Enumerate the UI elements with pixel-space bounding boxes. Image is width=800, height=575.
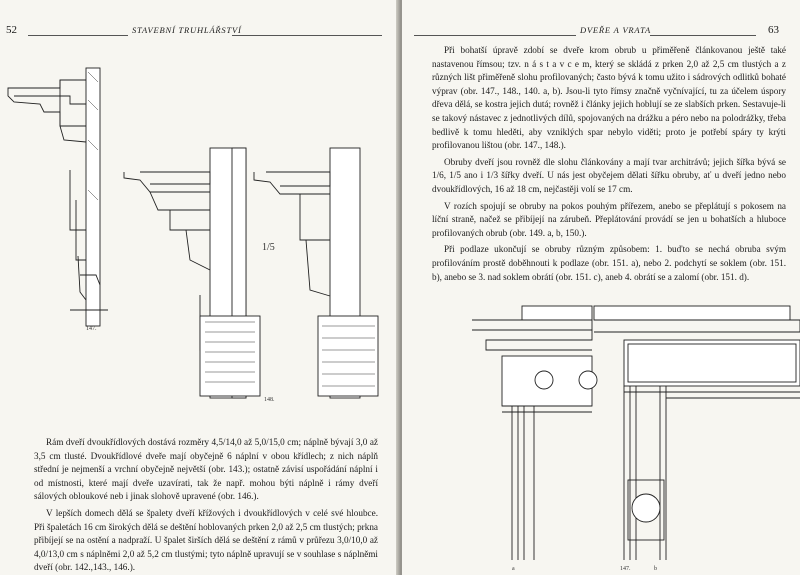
right-paragraph: Při podlaze ukončují se obruby různým způsobem: 1. buďto se nechá obruba svým profilováním prostě doběhnouti k podlaze (obr. 151. a), nebo 2. podchytí se soklem (obr. 151. b), anebo se 3. nad soklem obrátí (obr. 151. c), aneb 4. obrátí se a zalomí (obr. 151. d).: [432, 244, 786, 282]
right-head-rule: [414, 35, 576, 36]
left-paragraph: V lepších domech dělá se špalety dveří křížových i dvoukřídlových v celé své hloubce. Při špaletách 16 cm širokých dělá se deštění hoblovaných prken 2,0 až 2,5 cm tlustých; prkna přibíjejí se na ostění a nadpraží. U špalet širších dělá se deštění z rámů v průřezu 3,0/10,0 až 4,0/13,0 cm s náplněmi 2,0 až 5,2 cm tlustými; tyto náplně upravují se v souhlase s náplněmi dveří (obr. 142.,143., 146.).: [34, 507, 378, 573]
left-head-rule: [28, 35, 128, 36]
left-head-rule-2: [232, 35, 382, 36]
cornice-drawing: [0, 60, 398, 415]
left-body-text: [34, 436, 378, 575]
door-frame-b: [594, 306, 800, 560]
right-page-number: 63: [768, 24, 779, 36]
left-running-head: STAVEBNÍ TRUHLÁŘSTVÍ: [132, 25, 242, 35]
right-page: [402, 0, 800, 575]
right-paragraph: V rozích spojují se obruby na pokos pouhým přířezem, anebo se přeplátují s pokosem na líční straně, načež se přibíjejí na zárubeň. Přeplátování provádí se jen u bohatších a hluboce profilovaných obrub (obr. 149. a, b, 150.).: [432, 200, 786, 238]
door-frame-drawing: [402, 300, 800, 575]
figure-number-label: 147.: [620, 566, 631, 572]
figure-label-b: b: [654, 566, 657, 572]
fig-148-caption: 148.: [264, 397, 275, 403]
fig-148-cornice: [124, 148, 378, 398]
right-head-rule-2: [650, 35, 756, 36]
door-frame-a: [472, 306, 597, 560]
right-paragraph: Při bohatší úpravě zdobí se dveře krom obrub u přiměřeně článkovanou ještě také nastavenou římsou; tzv. n á s t a v c e m, který se skládá z prken 2,0 až 2,5 cm tlustých a z různých lišt přiměřeně slohu profilovaných; často bývá k tomu užito i sádrových odlitků bohaté výprav (obr. 147., 148., 140. a, b). Jsou-li tyto římsy značně vyčnívající, tu za účelem úspory dřeva dělá, se kostra jejich dutá; rovněž i články jejich hoblují se ze slabších prken. Sestavuje-li se takový nástavec z jednotlivých dílů, spojovaných na drážku a péro nebo na polodrážky, třeba bedlivě k tomu hleděti, aby vzniklých spar nebylo viděti; proto je potřebí spáry ty krýti profilovanou lištou (obr. 147., 148.).: [432, 45, 786, 151]
right-paragraph: Obruby dveří jsou rovněž dle slohu článkovány a mají tvar architrávů; jejich šířka bývá se 1/6, 1/5 ano i 1/3 šířky dveří. U nás jest obyčejem dělati šířku obruby, ať u dveří jedno nebo dvoukřídlových, 16 až 18 cm, nejčastěji volí se 17 cm.: [432, 156, 786, 194]
fig-147-profile: [8, 68, 108, 326]
fig-147-caption: 147.: [86, 326, 97, 332]
right-running-head: DVEŘE A VRATA: [580, 25, 651, 35]
left-paragraph: Rám dveří dvoukřídlových dostává rozměry 4,5/14,0 až 5,0/15,0 cm; náplně bývají 3,0 až 3,5 cm tlusté. Dvoukřídlové dveře mají obyčejně 6 náplní v obou křídlech; z nich náplň střední je nejmenší a vrchní obyčejně největší (obr. 143.); ostatně závisí uspořádání náplní i od místnosti, které mají dveře uzavírati, tak že např. mohou býti náplně i rámy dveří sálových obloukové neb i jinak slohově upravené (obr. 146.).: [34, 437, 378, 502]
right-body-text: [432, 44, 786, 284]
left-page-number: 52: [6, 24, 17, 36]
left-page: [0, 0, 398, 575]
figure-label-a: a: [512, 566, 515, 572]
scale-label: 1/5: [262, 242, 275, 253]
